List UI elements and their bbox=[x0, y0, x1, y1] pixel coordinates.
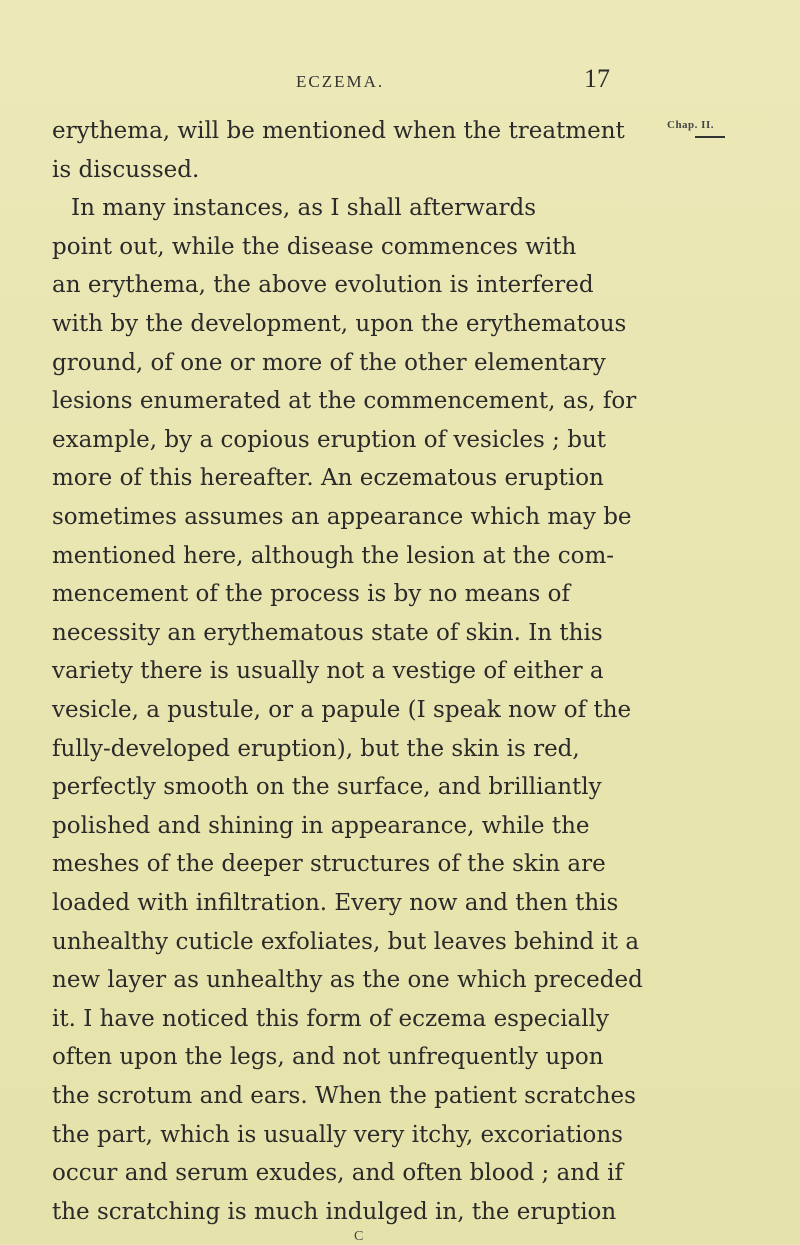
text-line: In many instances, as I shall afterwards bbox=[71, 195, 537, 222]
text-line: fully-developed eruption), but the skin is red, bbox=[52, 735, 580, 762]
text-line: example, by a copious eruption of vesicles ; but bbox=[52, 426, 606, 453]
text-line: unhealthy cuticle exfoliates, but leaves behind it a bbox=[52, 928, 640, 955]
text-line: more of this hereafter. An eczematous eruption bbox=[52, 465, 604, 492]
text-line: with by the development, upon the erythematous bbox=[52, 311, 627, 337]
text-line: ground, of one or more of the other elementary bbox=[52, 349, 606, 376]
text-line: variety there is usually not a vestige of either a bbox=[52, 658, 604, 685]
text-line: mencement of the process is by no means of bbox=[52, 581, 571, 608]
text-line: point out, while the disease commences with bbox=[52, 233, 577, 260]
text-line: erythema, will be mentioned when the treatment bbox=[52, 118, 625, 144]
text-line: polished and shining in appearance, while the bbox=[52, 812, 590, 839]
text-line: sometimes assumes an appearance which may be bbox=[52, 504, 632, 530]
page-number: 17 bbox=[584, 64, 610, 93]
running-title: ECZEMA. bbox=[296, 72, 385, 91]
text-line: perfectly smooth on the surface, and brilliantly bbox=[52, 774, 602, 801]
text-line: the scratching is much indulged in, the eruption bbox=[52, 1198, 617, 1225]
text-line: necessity an erythematous state of skin. In this bbox=[52, 619, 603, 646]
text-line: occur and serum exudes, and often blood ; and if bbox=[52, 1160, 623, 1187]
text-line: an erythema, the above evolution is interfered bbox=[52, 272, 594, 299]
signature-mark: C bbox=[354, 1229, 364, 1245]
text-line: often upon the legs, and not unfrequently upon bbox=[52, 1044, 604, 1071]
text-line: mentioned here, although the lesion at the com- bbox=[52, 542, 615, 569]
text-line: meshes of the deeper structures of the skin are bbox=[52, 851, 606, 878]
text-line: lesions enumerated at the commencement, as, for bbox=[52, 388, 637, 415]
chapter-margin-note: Chap. II. bbox=[667, 119, 714, 131]
text-line: the part, which is usually very itchy, excoriations bbox=[52, 1121, 623, 1148]
text-line: new layer as unhealthy as the one which preceded bbox=[52, 967, 643, 994]
text-line: vesicle, a pustule, or a papule (I speak now of the bbox=[52, 697, 632, 723]
text-line: is discussed. bbox=[52, 156, 200, 183]
text-line: the scrotum and ears. When the patient scratches bbox=[52, 1083, 636, 1109]
text-line: loaded with infiltration. Every now and then this bbox=[52, 890, 619, 916]
text-line: it. I have noticed this form of eczema especially bbox=[52, 1005, 609, 1032]
